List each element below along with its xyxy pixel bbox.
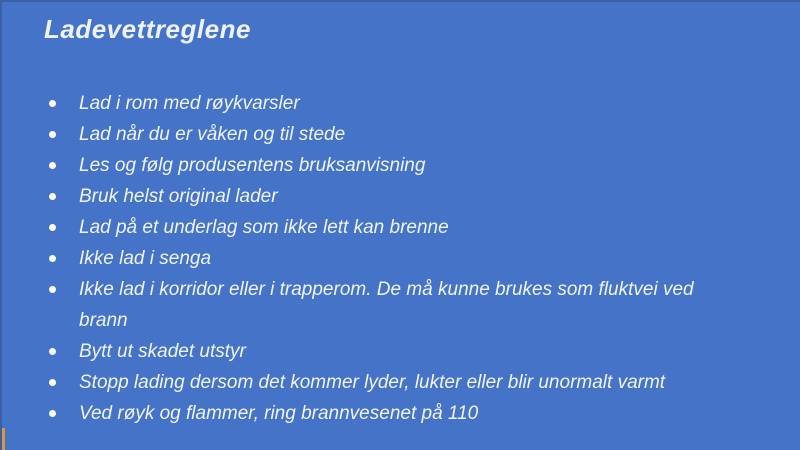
list-item (46, 243, 766, 274)
list-item (46, 274, 766, 336)
list-item (46, 398, 766, 429)
bullet-dot-icon (49, 162, 56, 169)
list-item (46, 88, 766, 119)
bullet-list (46, 88, 766, 429)
slide-title: Ladevettreglene (44, 14, 251, 44)
bullet-text: Lad på et underlag som ikke lett kan brenne (79, 217, 449, 238)
bullet-text: Ikke lad i korridor eller i trapperom. De må kunne brukes som fluktvei ved brann (79, 279, 694, 331)
bullet-text: Bytt ut skadet utstyr (79, 341, 246, 362)
bullet-text: Bruk helst original lader (79, 186, 278, 207)
list-item (46, 119, 766, 150)
list-item (46, 212, 766, 243)
bullet-text: Les og følg produsentens bruksanvisning (79, 155, 426, 176)
bullet-dot-icon (49, 348, 56, 355)
bullet-dot-icon (49, 193, 56, 200)
bullet-text: Lad i rom med røykvarsler (79, 93, 300, 114)
list-item (46, 150, 766, 181)
bullet-dot-icon (49, 379, 56, 386)
bullet-dot-icon (49, 100, 56, 107)
list-item (46, 336, 766, 367)
bullet-dot-icon (49, 286, 56, 293)
bullet-text: Ikke lad i senga (79, 248, 212, 269)
bullet-dot-icon (49, 131, 56, 138)
bullet-text: Ved røyk og flammer, ring brannvesenet på 110 (79, 403, 479, 424)
bullet-dot-icon (49, 410, 56, 417)
bullet-dot-icon (49, 255, 56, 262)
bullet-dot-icon (49, 224, 56, 231)
accent-strip (2, 428, 5, 450)
bullet-text: Stopp lading dersom det kommer lyder, lukter eller blir unormalt varmt (79, 372, 666, 393)
bullet-text: Lad når du er våken og til stede (79, 124, 346, 145)
list-item (46, 367, 766, 398)
list-item (46, 181, 766, 212)
